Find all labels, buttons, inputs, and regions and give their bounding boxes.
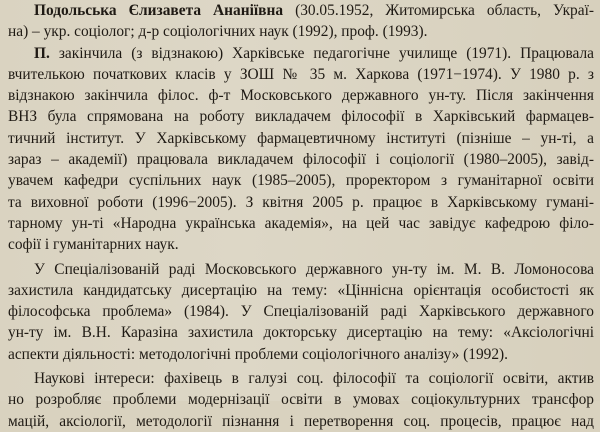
interests-line-1: Наукові інтереси: фахівець в галузі соц. філософії та соціології освіти, актив: [34, 370, 594, 388]
interests-line-3: мацій, аксіології, методології пізнання і перетворення соц. процесів, працює над: [8, 412, 594, 430]
career-line-7: увачем кафедри суспільних наук (1985–2005), проректором з гуманітарної освіти: [8, 172, 594, 190]
diss-line-5: аспекти діяльності: методологічні проблеми соціологічного аналізу» (1992).: [8, 345, 508, 363]
diss-line-3: філософська проблема» (1984). У Спеціалізованій раді Харківського державного: [8, 303, 594, 321]
paragraph-dissertations: [8, 259, 594, 365]
paragraph-interests: [8, 368, 594, 432]
person-name: Подольська Єлизавета Ананіївна: [34, 2, 284, 19]
initial-label: П.: [34, 44, 50, 62]
entry-header: [8, 0, 594, 43]
birth-info: (30.05.1952, Житомирська область, Украї-: [283, 2, 594, 19]
career-line-5: тичний інститут. У Харківському фармацевтичному інституті (пізніше – ун-ті, а: [8, 129, 594, 147]
interests-line-2: но розробляє проблеми модернізації освіти в умовах соціокультурних трансфор: [8, 391, 594, 409]
career-line-8: та виховної роботи (1996−2005). З квітня 2005 р. працює в Харківському гуманi-: [8, 193, 594, 211]
diss-line-2: захистила кандидатську дисертацію на тему: «Ціннісна орієнтація особистості як: [8, 281, 594, 299]
paragraph-career: [8, 43, 594, 256]
header-line-1: [8, 0, 594, 21]
career-line-9: тарному ун-ті «Народна українська академія», на цей час завідує кафедрою філо-: [8, 214, 594, 232]
career-line-2: вчителькою початкових класів у ЗОШ № 35 м. Харкова (1971−1974). У 1980 р. з: [8, 65, 594, 83]
career-line-4: ВНЗ була спрямована на роботу викладачем філософії в Харківський фармацев-: [8, 108, 594, 126]
career-line-6: зараз – академії) працювала викладачем філософії і соціології (1980–2005), завід-: [8, 151, 594, 169]
career-line-3: відзнакою закінчила філос. ф-т Московського державного ун-ту. Після закінчення: [8, 87, 594, 105]
diss-line-1: У Спеціалізованій раді Московського державного ун-ту ім. М. В. Ломоносова: [34, 260, 594, 278]
header-line-2: на) – укр. соціолог; д-р соціологічних наук (1992), проф. (1993).: [8, 23, 428, 41]
diss-line-4: ун-ту ім. В.Н. Каразіна захистила докторську дисертацію на тему: «Аксіологічні: [8, 324, 594, 342]
career-line-10: софії і гуманітарних наук.: [8, 236, 179, 254]
career-line-1: П. закінчила (з відзнакою) Харківське педагогічне училище (1971). Працювала: [34, 44, 594, 62]
